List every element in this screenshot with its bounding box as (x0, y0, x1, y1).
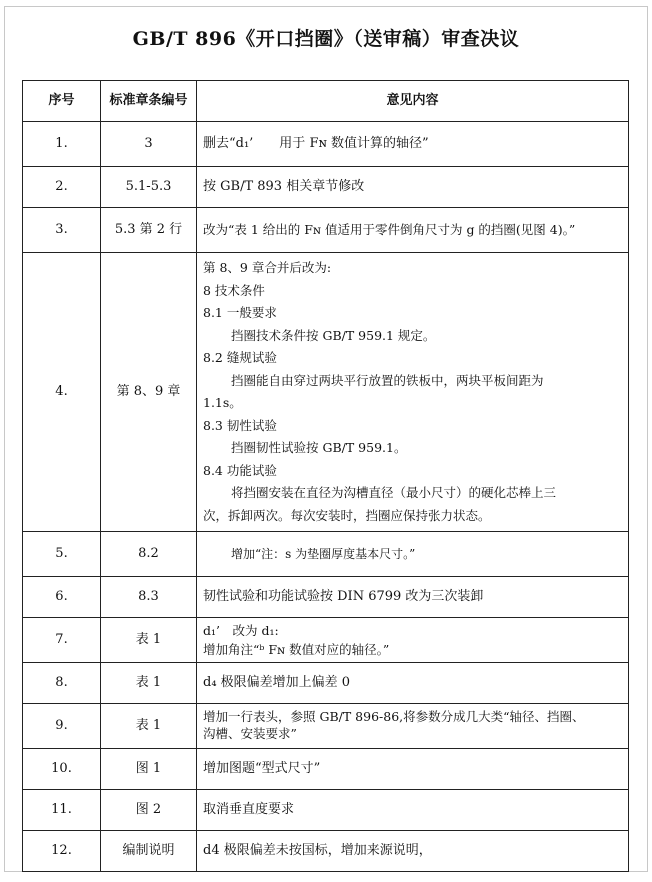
row-opinion (197, 749, 629, 790)
opinion-line: 增加图题“型式尺寸” (203, 761, 321, 777)
opinion-line: d₄ 极限偏差增加上偏差 0 (203, 675, 351, 691)
row-clause: 第 8、9 章 (101, 253, 197, 532)
row-number: 7. (23, 618, 101, 663)
row-opinion (197, 532, 629, 577)
row-clause: 图 2 (101, 790, 197, 831)
opinion-line: 挡圈韧性试验按 GB/T 959.1。 (231, 440, 407, 455)
opinion-line: d₁’ 改为 d₁: (203, 623, 279, 638)
header-serial: 序号 (23, 81, 101, 122)
table-row (23, 749, 629, 790)
opinion-line: 取消垂直度要求 (203, 802, 295, 818)
opinion-line: 次，拆卸两次。每次安装时，挡圈应保持张力状态。 (203, 507, 491, 523)
table-row (23, 577, 629, 618)
table-row (23, 253, 629, 532)
opinion-line: 挡圈能自由穿过两块平行放置的铁板中，两块平板间距为 (231, 372, 544, 388)
row-clause: 5.1-5.3 (101, 167, 197, 208)
row-number: 11. (23, 790, 101, 831)
opinion-line: 8.2 缝规试验 (203, 350, 277, 365)
table-row (23, 208, 629, 253)
row-number: 9. (23, 704, 101, 749)
row-number: 8. (23, 663, 101, 704)
table-row (23, 618, 629, 663)
table-row (23, 790, 629, 831)
row-clause: 3 (101, 122, 197, 167)
opinion-line: 改为“表 1 给出的 Fɴ 值适用于零件倒角尺寸为 g 的挡圈(见图 4)。” (203, 221, 576, 237)
table-row (23, 831, 629, 872)
row-opinion (197, 618, 629, 663)
row-number: 12. (23, 831, 101, 872)
review-table (22, 80, 629, 872)
opinion-line: d4 极限偏差未按国标，增加来源说明， (203, 843, 432, 859)
opinion-line: 8.4 功能试验 (203, 462, 277, 478)
row-number: 2. (23, 167, 101, 208)
table-row (23, 122, 629, 167)
opinion-line: 韧性试验和功能试验按 DIN 6799 改为三次装卸 (203, 589, 484, 605)
table-row (23, 167, 629, 208)
row-number: 5. (23, 532, 101, 577)
row-opinion (197, 253, 629, 532)
row-opinion (197, 208, 629, 253)
row-clause: 图 1 (101, 749, 197, 790)
opinion-line: 8 技术条件 (203, 282, 265, 298)
row-opinion (197, 122, 629, 167)
row-number: 10. (23, 749, 101, 790)
header-clause: 标准章条编号 (101, 81, 197, 122)
opinion-line: 沟槽、安装要求” (203, 726, 297, 741)
row-clause: 8.2 (101, 532, 197, 577)
row-clause: 表 1 (101, 618, 197, 663)
opinion-line: 删去“d₁’ 用于 Fɴ 数值计算的轴径” (203, 136, 429, 152)
table-header-row (23, 81, 629, 122)
opinion-line: 第 8、9 章合并后改为: (203, 260, 332, 275)
opinion-line: 8.1 一般要求 (203, 305, 277, 320)
opinion-line: 8.3 韧性试验 (203, 417, 277, 433)
row-clause: 编制说明 (101, 831, 197, 872)
opinion-line: 将挡圈安装在直径为沟槽直径（最小尺寸）的硬化芯棒上三 (231, 485, 557, 500)
row-number: 4. (23, 253, 101, 532)
row-number: 6. (23, 577, 101, 618)
opinion-line: 增加角注“ᵇ Fɴ 数值对应的轴径。” (203, 642, 390, 657)
row-clause: 5.3 第 2 行 (101, 208, 197, 253)
row-opinion (197, 663, 629, 704)
opinion-line: 1.1s。 (203, 395, 242, 410)
table-row (23, 663, 629, 704)
header-opinion: 意见内容 (197, 81, 629, 122)
opinion-line: 增加“注：s 为垫圈厚度基本尺寸。” (231, 546, 416, 561)
row-clause: 表 1 (101, 704, 197, 749)
opinion-line: 增加一行表头，参照 GB/T 896-86,将参数分成几大类“轴径、挡圈、 (203, 709, 585, 725)
row-number: 3. (23, 208, 101, 253)
row-opinion (197, 704, 629, 749)
row-clause: 8.3 (101, 577, 197, 618)
row-opinion (197, 167, 629, 208)
row-clause: 表 1 (101, 663, 197, 704)
row-opinion (197, 577, 629, 618)
row-opinion (197, 790, 629, 831)
table-row (23, 532, 629, 577)
row-opinion (197, 831, 629, 872)
row-number: 1. (23, 122, 101, 167)
document-title: GB/T 896《开口挡圈》（送审稿）审查决议 (132, 28, 520, 50)
table-row (23, 704, 629, 749)
opinion-line: 按 GB/T 893 相关章节修改 (203, 179, 365, 195)
opinion-line: 挡圈技术条件按 GB/T 959.1 规定。 (231, 327, 436, 343)
